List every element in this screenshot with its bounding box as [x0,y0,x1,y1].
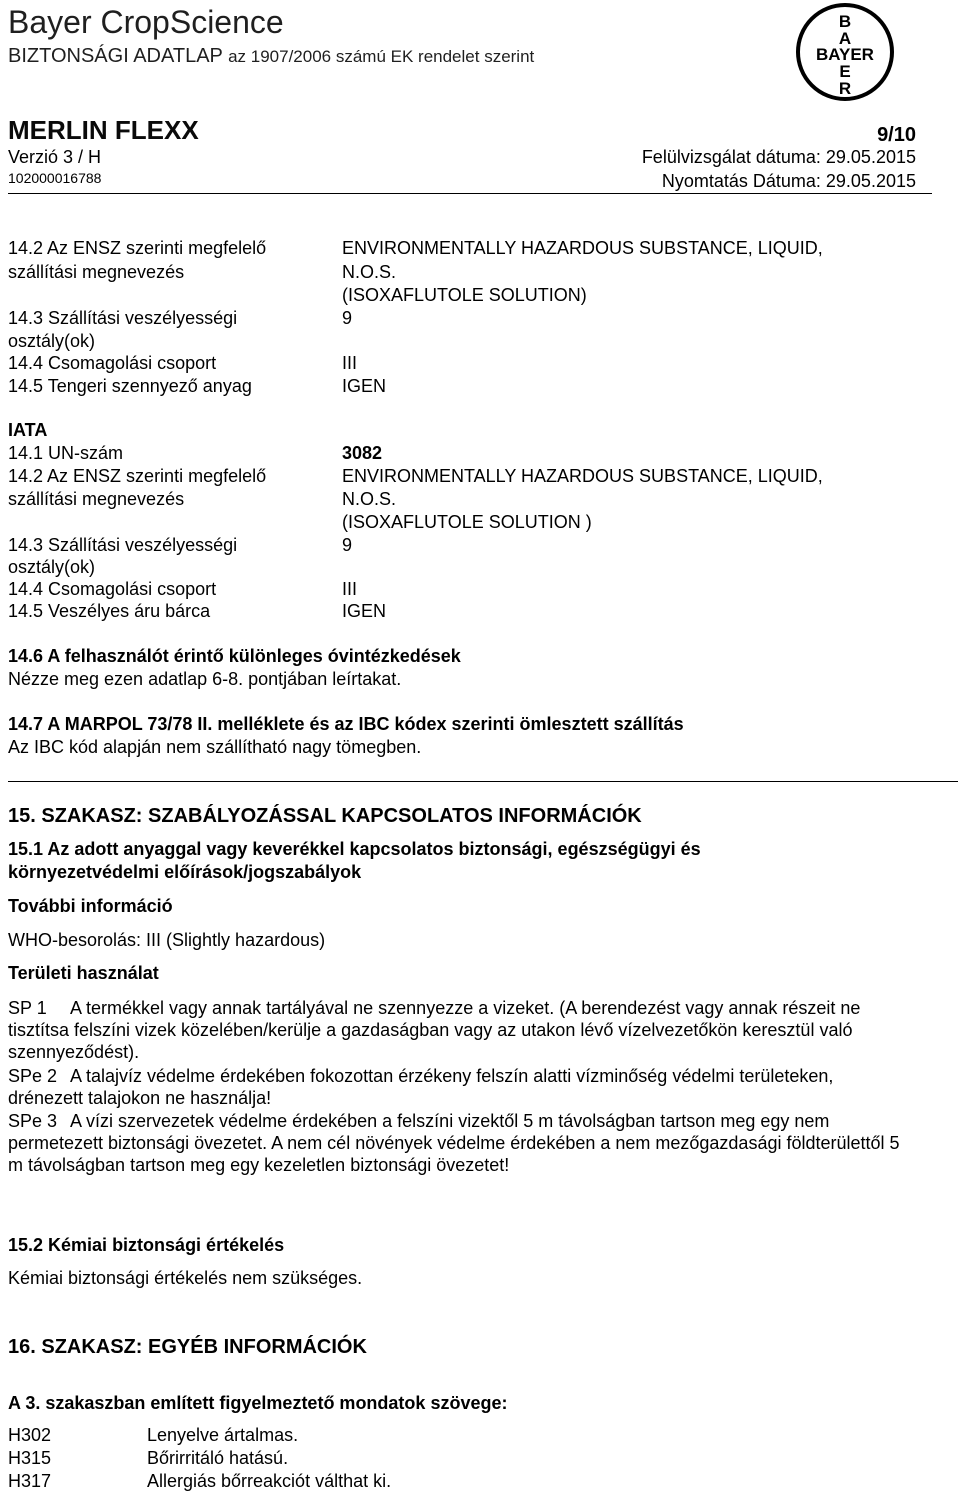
imdg-value-14-3: 9 [342,308,353,328]
section-14-7-heading: 14.7 A MARPOL 73/78 II. melléklete és az IBC kódex szerinti ömlesztett szállítás [8,714,684,734]
iata-value-14-4: III [342,579,358,599]
imdg-value-14-4: III [342,353,358,373]
imdg-label-14-3: 14.3 Szállítási veszélyességi [8,308,238,328]
imdg-value-14-5: IGEN [342,376,387,396]
page-number: 9/10 [877,124,916,146]
imdg-label-14-5: 14.5 Tengeri szennyező anyag [8,376,252,396]
phrase-code: H317 [8,1471,52,1491]
iata-label-14-3: 14.3 Szállítási veszélyességi [8,535,238,555]
document-subtitle [8,42,534,71]
iata-label-14-4: 14.4 Csomagolási csoport [8,579,217,599]
imdg-label-14-3b: osztály(ok) [8,331,96,351]
regional-use-heading: Területi használat [8,963,159,983]
section-15-heading: 15. SZAKASZ: SZABÁLYOZÁSSAL KAPCSOLATOS INFORMÁCIÓK [8,805,642,827]
further-info-heading: További információ [8,896,173,916]
iata-label-14-1: 14.1 UN-szám [8,443,124,463]
section-16-heading: 16. SZAKASZ: EGYÉB INFORMÁCIÓK [8,1336,367,1358]
spe3-code: SPe 3 [8,1111,58,1131]
product-name: MERLIN FLEXX [8,115,199,145]
section-15-2-text: Kémiai biztonsági értékelés nem szükséges. [8,1268,363,1288]
section-15-1-heading-line1: 15.1 Az adott anyaggal vagy keverékkel kapcsolatos biztonsági, egészségügyi és [8,839,701,859]
section-15-1-heading-line2: környezetvédelmi előírások/jogszabályok [8,862,362,882]
bayer-cross-logo [795,2,895,102]
iata-value-14-5: IGEN [342,601,387,621]
version-label: Verzió 3 / H [8,147,102,167]
logo-word-bayer: BAYER [816,45,874,64]
document-number: 102000016788 [8,170,102,186]
sp1-paragraph [8,997,913,1063]
iata-label-14-2: 14.2 Az ENSZ szerinti megfelelő [8,466,267,486]
imdg-value-14-2b: N.O.S. [342,262,397,282]
spe2-paragraph [8,1065,913,1109]
subtitle-regulation: az 1907/2006 számú EK rendelet szerint [228,47,535,66]
section-divider [8,781,958,782]
subtitle-main: BIZTONSÁGI ADATLAP [8,45,223,67]
iata-label-14-3b: osztály(ok) [8,557,96,577]
phrase-text: Lenyelve ártalmas. [147,1425,299,1445]
sp1-text: A termékkel vagy annak tartályával ne szennyezze a vizeket. (A berendezést vagy annak részeit ne tisztítsa felszíni vizek közelében/kerülje a gazdaságban vagy az utakon lévő vízelvezetőkön keresztül való szennyeződést). [8,998,861,1062]
imdg-label-14-2b: szállítási megnevezés [8,262,185,282]
iata-value-14-2b: N.O.S. [342,489,397,509]
imdg-label-14-2: 14.2 Az ENSZ szerinti megfelelő [8,238,267,258]
iata-value-14-2c: (ISOXAFLUTOLE SOLUTION ) [342,512,592,532]
section-14-7-text: Az IBC kód alapján nem szállítható nagy tömegben. [8,737,422,757]
imdg-value-14-2c: (ISOXAFLUTOLE SOLUTION) [342,285,587,305]
logo-letter-e: E [839,62,851,81]
imdg-value-14-2: ENVIRONMENTALLY HAZARDOUS SUBSTANCE, LIQUID, [342,238,823,258]
iata-label-14-2b: szállítási megnevezés [8,489,185,509]
spe2-text: A talajvíz védelme érdekében fokozottan érzékeny felszín alatti vízminőség védelmi területeken, drénezett talajokon ne használja! [8,1066,834,1108]
print-date: Nyomtatás Dátuma: 29.05.2015 [661,171,916,191]
logo-letter-a: A [838,29,852,48]
section-16-subheading: A 3. szakaszban említett figyelmeztető mondatok szövege: [8,1393,508,1413]
iata-title: IATA [8,420,48,440]
iata-label-14-5: 14.5 Veszélyes áru bárca [8,601,211,621]
phrase-code: H315 [8,1448,52,1468]
spe3-paragraph [8,1110,913,1176]
logo-letter-b: B [838,12,852,31]
iata-value-14-1: 3082 [342,443,383,463]
phrase-text: Allergiás bőrreakciót válthat ki. [147,1471,392,1491]
section-14-6-text: Nézze meg ezen adatlap 6-8. pontjában leírtakat. [8,669,402,689]
company-name: Bayer CropScience [8,4,284,40]
header-divider [8,193,932,194]
iata-value-14-2: ENVIRONMENTALLY HAZARDOUS SUBSTANCE, LIQUID, [342,466,823,486]
logo-letter-r: R [838,79,852,98]
section-14-6-heading: 14.6 A felhasználót érintő különleges óvintézkedések [8,646,461,666]
revision-date: Felülvizsgálat dátuma: 29.05.2015 [641,147,916,167]
imdg-label-14-4: 14.4 Csomagolási csoport [8,353,217,373]
phrase-text: Bőrirritáló hatású. [147,1448,289,1468]
who-classification: WHO-besorolás: III (Slightly hazardous) [8,930,326,950]
section-15-2-heading: 15.2 Kémiai biztonsági értékelés [8,1235,285,1255]
spe3-text: A vízi szervezetek védelme érdekében a felszíni vizektől 5 m távolságban tartson meg egy nem permetezett biztonsági övezetet. A nem cél növények védelme érdekében a nem mezőgazdasági földterülettől 5 m távolságban tartson meg egy kezeletlen biztonsági övezetet! [8,1111,900,1175]
spe2-code: SPe 2 [8,1066,58,1086]
phrase-code: H302 [8,1425,52,1445]
iata-value-14-3: 9 [342,535,353,555]
sp1-code: SP 1 [8,998,47,1018]
